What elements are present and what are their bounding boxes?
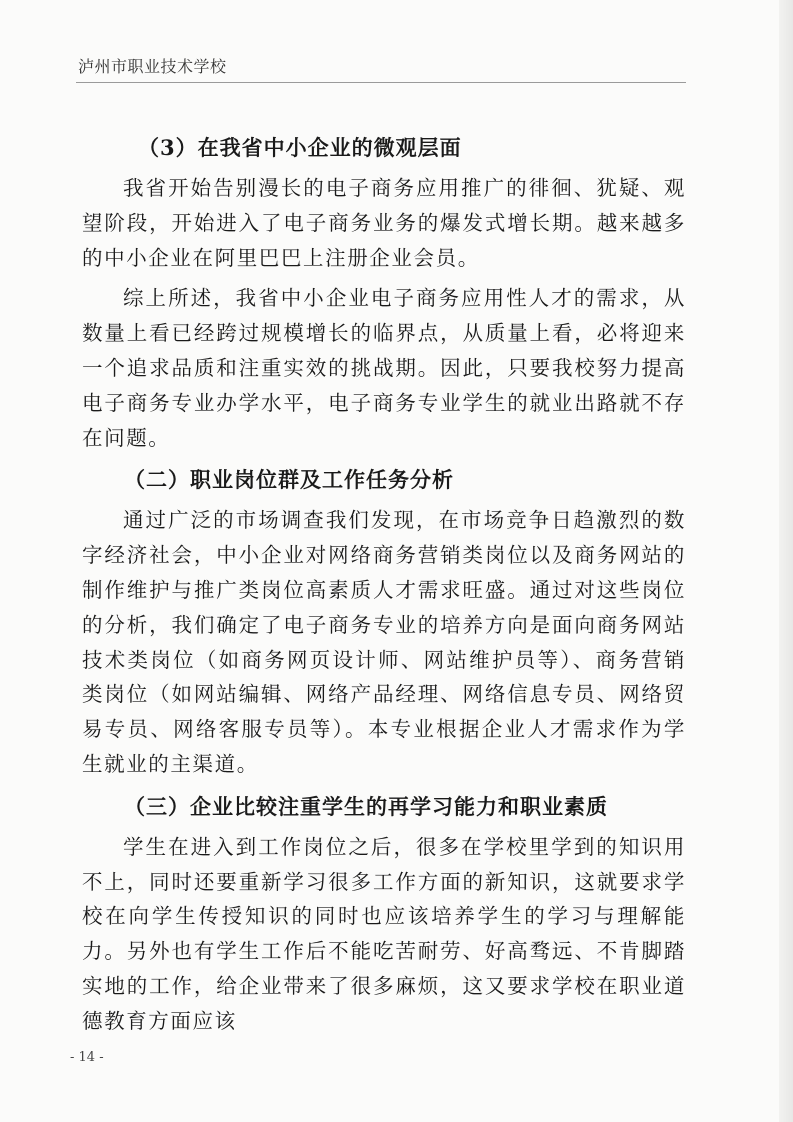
- paragraph-summary: 综上所述，我省中小企业电子商务应用性人才的需求，从数量上看已经跨过规模增长的临界点，从质量上看，必将迎来一个追求品质和注重实效的挑战期。因此，只要我校努力提高电子商务专业办学水平，电子商务专业学生的就业出路就不存在问题。: [82, 286, 686, 450]
- section-heading-relearning: （三）企业比较注重学生的再学习能力和职业素质: [124, 793, 608, 819]
- running-header: 泸州市职业技术学校: [78, 57, 227, 76]
- section-heading-micro-level: （3）在我省中小企业的微观层面: [138, 135, 462, 160]
- document-body: [82, 125, 686, 1039]
- paragraph-job-analysis: 通过广泛的市场调查我们发现，在市场竞争日趋激烈的数字经济社会，中小企业对网络商务营销类岗位以及商务网站的制作维护与推广类岗位高素质人才需求旺盛。通过对这些岗位的分析，我们确定了电子商务专业的培养方向是面向商务网站技术类岗位（如商务网页设计师、网站维护员等）、商务营销类岗位（如网站编辑、网络产品经理、网络信息专员、网络贸易专员、网络客服专员等）。本专业根据企业人才需求作为学生就业的主渠道。: [82, 508, 686, 776]
- page-edge: [779, 0, 793, 1122]
- section-heading-job-analysis: （二）职业岗位群及工作任务分析: [124, 467, 454, 493]
- paragraph-micro-level: 我省开始告别漫长的电子商务应用推广的徘徊、犹疑、观望阶段，开始进入了电子商务业务的爆发式增长期。越来越多的中小企业在阿里巴巴上注册企业会员。: [82, 176, 686, 270]
- paragraph-relearning: 学生在进入到工作岗位之后，很多在学校里学到的知识用不上，同时还要重新学习很多工作方面的新知识，这就要求学校在向学生传授知识的同时也应该培养学生的学习与理解能力。另外也有学生工作后不能吃苦耐劳、好高骛远、不肯脚踏实地的工作，给企业带来了很多麻烦，这又要求学校在职业道德教育方面应该: [82, 834, 686, 1033]
- page-number: - 14 -: [70, 1050, 104, 1065]
- header-divider: [76, 82, 686, 83]
